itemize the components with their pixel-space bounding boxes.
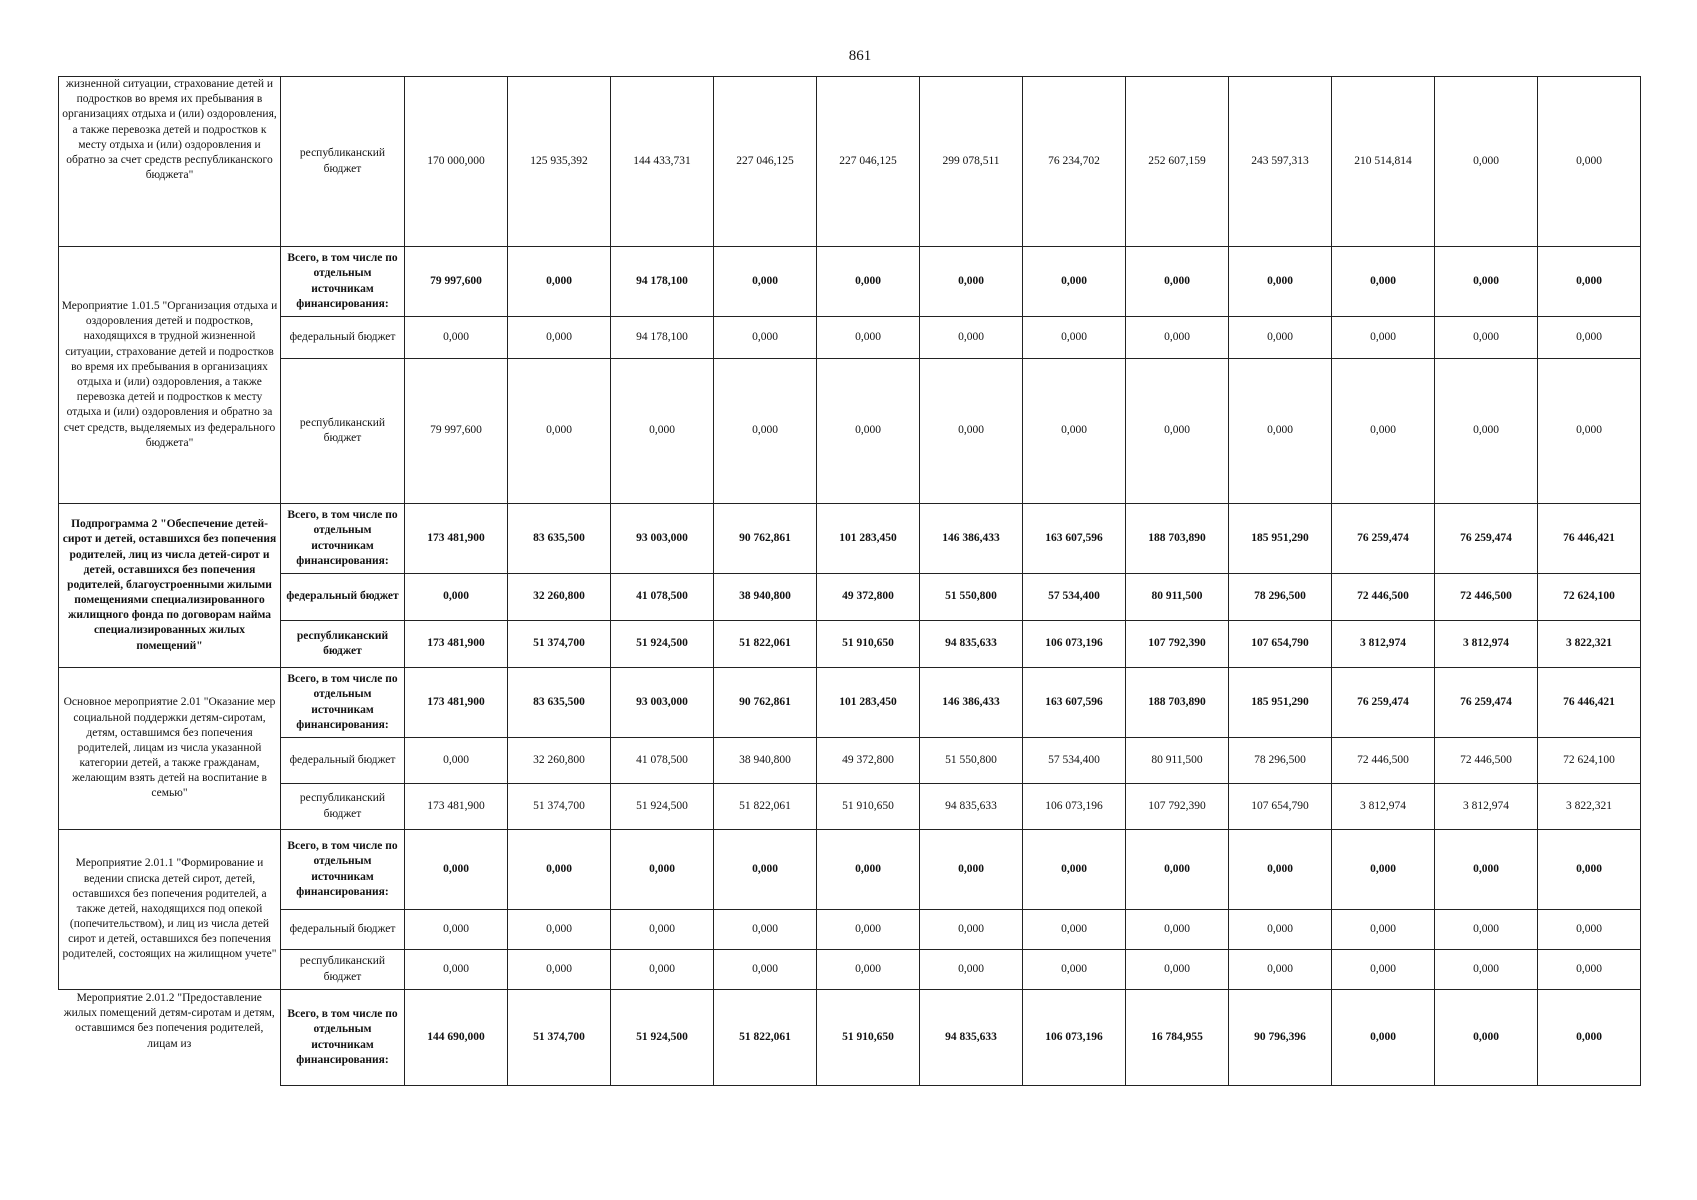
amount-cell: 106 073,196 (1023, 990, 1126, 1086)
amount-cell: 76 446,421 (1538, 668, 1641, 738)
amount-cell: 3 822,321 (1538, 621, 1641, 668)
amount-cell: 0,000 (1332, 359, 1435, 504)
funding-source-cell: Всего, в том числе по отдельным источникам финансирования: (281, 504, 405, 574)
amount-cell: 0,000 (1332, 247, 1435, 317)
amount-cell: 0,000 (405, 317, 508, 359)
budget-table (58, 76, 1641, 1086)
table-row (59, 990, 1641, 1086)
amount-cell: 146 386,433 (920, 504, 1023, 574)
amount-cell: 72 446,500 (1435, 574, 1538, 621)
amount-cell: 79 997,600 (405, 247, 508, 317)
amount-cell: 0,000 (508, 950, 611, 990)
amount-cell: 57 534,400 (1023, 574, 1126, 621)
amount-cell: 49 372,800 (817, 574, 920, 621)
amount-cell: 32 260,800 (508, 738, 611, 784)
amount-cell: 0,000 (1126, 359, 1229, 504)
amount-cell: 72 624,100 (1538, 574, 1641, 621)
amount-cell: 0,000 (1229, 830, 1332, 910)
amount-cell: 0,000 (508, 247, 611, 317)
amount-cell: 144 690,000 (405, 990, 508, 1086)
amount-cell: 0,000 (1538, 910, 1641, 950)
amount-cell: 57 534,400 (1023, 738, 1126, 784)
amount-cell: 76 259,474 (1332, 504, 1435, 574)
amount-cell: 3 812,974 (1435, 621, 1538, 668)
amount-cell: 210 514,814 (1332, 77, 1435, 247)
program-name-cell: жизненной ситуации, страхование детей и подростков во время их пребывания в организациях отдыха и (или) оздоровления, а также перевозка детей и подростков к месту отдыха и (или) оздоровления и обратно за счет средств республиканского бюджета" (59, 77, 281, 247)
amount-cell: 0,000 (1332, 950, 1435, 990)
amount-cell: 51 822,061 (714, 621, 817, 668)
amount-cell: 76 259,474 (1435, 504, 1538, 574)
amount-cell: 0,000 (1435, 950, 1538, 990)
funding-source-cell: Всего, в том числе по отдельным источникам финансирования: (281, 990, 405, 1086)
amount-cell: 0,000 (1229, 910, 1332, 950)
amount-cell: 0,000 (1332, 990, 1435, 1086)
amount-cell: 0,000 (1126, 910, 1229, 950)
amount-cell: 16 784,955 (1126, 990, 1229, 1086)
amount-cell: 0,000 (817, 910, 920, 950)
table-row (59, 317, 1641, 359)
amount-cell: 0,000 (611, 950, 714, 990)
amount-cell: 0,000 (920, 950, 1023, 990)
amount-cell: 173 481,900 (405, 668, 508, 738)
amount-cell: 0,000 (1435, 990, 1538, 1086)
amount-cell: 3 812,974 (1435, 784, 1538, 830)
amount-cell: 0,000 (817, 247, 920, 317)
amount-cell: 72 446,500 (1332, 738, 1435, 784)
table-row (59, 738, 1641, 784)
amount-cell: 94 178,100 (611, 317, 714, 359)
amount-cell: 0,000 (1229, 950, 1332, 990)
amount-cell: 0,000 (1538, 247, 1641, 317)
amount-cell: 0,000 (1538, 77, 1641, 247)
amount-cell: 79 997,600 (405, 359, 508, 504)
amount-cell: 0,000 (508, 830, 611, 910)
amount-cell: 0,000 (405, 574, 508, 621)
amount-cell: 0,000 (920, 359, 1023, 504)
amount-cell: 107 654,790 (1229, 784, 1332, 830)
amount-cell: 3 812,974 (1332, 621, 1435, 668)
amount-cell: 90 762,861 (714, 668, 817, 738)
amount-cell: 107 654,790 (1229, 621, 1332, 668)
program-name-cell: Подпрограмма 2 "Обеспечение детей-сирот и детей, оставшихся без попечения родителей, лиц из числа детей-сирот и детей, оставшихся без попечения родителей, благоустроенными жилыми помещениями специализированного жилищного фонда по договорам найма специализированных жилых помещений" (59, 504, 281, 668)
amount-cell: 76 259,474 (1435, 668, 1538, 738)
amount-cell: 0,000 (1229, 359, 1332, 504)
amount-cell: 0,000 (1538, 359, 1641, 504)
amount-cell: 0,000 (817, 317, 920, 359)
amount-cell: 173 481,900 (405, 784, 508, 830)
amount-cell: 0,000 (405, 950, 508, 990)
amount-cell: 51 910,650 (817, 784, 920, 830)
amount-cell: 185 951,290 (1229, 668, 1332, 738)
amount-cell: 0,000 (508, 317, 611, 359)
program-name-cell: Мероприятие 2.01.2 "Предоставление жилых помещений детям-сиротам и детям, оставшимся без попечения родителей, лицам из (63, 992, 275, 1050)
amount-cell: 188 703,890 (1126, 504, 1229, 574)
amount-cell: 94 178,100 (611, 247, 714, 317)
amount-cell: 0,000 (1538, 950, 1641, 990)
amount-cell: 51 822,061 (714, 784, 817, 830)
amount-cell: 185 951,290 (1229, 504, 1332, 574)
amount-cell: 0,000 (1538, 990, 1641, 1086)
amount-cell: 0,000 (1126, 950, 1229, 990)
amount-cell: 0,000 (714, 910, 817, 950)
amount-cell: 0,000 (1435, 317, 1538, 359)
table-row (59, 77, 1641, 247)
amount-cell: 0,000 (817, 950, 920, 990)
amount-cell: 0,000 (1023, 359, 1126, 504)
table-row (59, 950, 1641, 990)
amount-cell: 80 911,500 (1126, 574, 1229, 621)
amount-cell: 106 073,196 (1023, 784, 1126, 830)
amount-cell: 107 792,390 (1126, 621, 1229, 668)
amount-cell: 93 003,000 (611, 504, 714, 574)
amount-cell: 51 374,700 (508, 784, 611, 830)
amount-cell: 51 924,500 (611, 784, 714, 830)
amount-cell: 0,000 (714, 317, 817, 359)
amount-cell: 0,000 (714, 830, 817, 910)
amount-cell: 0,000 (1538, 317, 1641, 359)
amount-cell: 173 481,900 (405, 621, 508, 668)
amount-cell: 0,000 (611, 359, 714, 504)
amount-cell: 3 822,321 (1538, 784, 1641, 830)
program-name-cell: Основное мероприятие 2.01 "Оказание мер социальной поддержки детям-сиротам, детям, оставшимся без попечения родителей, лицам из числа указанной категории детей, а также гражданам, желающим взять детей на воспитание в семью" (59, 668, 281, 830)
amount-cell: 90 796,396 (1229, 990, 1332, 1086)
amount-cell: 0,000 (405, 830, 508, 910)
amount-cell: 0,000 (1023, 910, 1126, 950)
table-row (59, 359, 1641, 504)
table-body (59, 77, 1641, 1086)
amount-cell: 101 283,450 (817, 504, 920, 574)
table-row (59, 504, 1641, 574)
amount-cell: 51 374,700 (508, 621, 611, 668)
amount-cell: 94 835,633 (920, 990, 1023, 1086)
amount-cell: 0,000 (920, 317, 1023, 359)
funding-source-cell: республиканский бюджет (281, 359, 405, 504)
amount-cell: 107 792,390 (1126, 784, 1229, 830)
amount-cell: 0,000 (1023, 317, 1126, 359)
amount-cell: 51 822,061 (714, 990, 817, 1086)
amount-cell: 41 078,500 (611, 738, 714, 784)
funding-source-cell: федеральный бюджет (281, 574, 405, 621)
amount-cell: 0,000 (1538, 830, 1641, 910)
amount-cell: 101 283,450 (817, 668, 920, 738)
amount-cell: 76 259,474 (1332, 668, 1435, 738)
amount-cell: 51 550,800 (920, 738, 1023, 784)
amount-cell: 0,000 (1435, 830, 1538, 910)
amount-cell: 76 234,702 (1023, 77, 1126, 247)
amount-cell: 106 073,196 (1023, 621, 1126, 668)
table-row (59, 668, 1641, 738)
amount-cell: 0,000 (1126, 830, 1229, 910)
amount-cell: 125 935,392 (508, 77, 611, 247)
amount-cell: 188 703,890 (1126, 668, 1229, 738)
amount-cell: 0,000 (1126, 317, 1229, 359)
amount-cell: 299 078,511 (920, 77, 1023, 247)
table-row (59, 784, 1641, 830)
amount-cell: 51 910,650 (817, 990, 920, 1086)
funding-source-cell: Всего, в том числе по отдельным источникам финансирования: (281, 668, 405, 738)
amount-cell: 0,000 (1435, 77, 1538, 247)
amount-cell: 173 481,900 (405, 504, 508, 574)
amount-cell: 0,000 (508, 910, 611, 950)
amount-cell: 0,000 (1332, 830, 1435, 910)
amount-cell: 0,000 (1229, 247, 1332, 317)
amount-cell: 0,000 (1023, 950, 1126, 990)
amount-cell: 51 910,650 (817, 621, 920, 668)
amount-cell: 146 386,433 (920, 668, 1023, 738)
page-number: 861 (848, 48, 872, 64)
amount-cell: 144 433,731 (611, 77, 714, 247)
funding-source-cell: республиканский бюджет (281, 621, 405, 668)
amount-cell: 32 260,800 (508, 574, 611, 621)
amount-cell: 94 835,633 (920, 784, 1023, 830)
amount-cell: 78 296,500 (1229, 738, 1332, 784)
amount-cell: 0,000 (1435, 247, 1538, 317)
amount-cell: 0,000 (1126, 247, 1229, 317)
funding-source-cell: Всего, в том числе по отдельным источникам финансирования: (281, 247, 405, 317)
amount-cell: 0,000 (920, 247, 1023, 317)
table-row (59, 910, 1641, 950)
amount-cell: 0,000 (405, 910, 508, 950)
amount-cell: 83 635,500 (508, 504, 611, 574)
amount-cell: 0,000 (714, 950, 817, 990)
amount-cell: 41 078,500 (611, 574, 714, 621)
amount-cell: 243 597,313 (1229, 77, 1332, 247)
funding-source-cell: республиканский бюджет (281, 77, 405, 247)
amount-cell: 51 924,500 (611, 621, 714, 668)
program-name-cell: Мероприятие 2.01.1 "Формирование и ведении списка детей сирот, детей, оставшихся без попечения родителей, а также детей, находящихся под опекой (попечительством), и лиц из числа детей сирот и детей, оставшихся без попечения родителей, состоящих на жилищном учете" (59, 830, 281, 990)
amount-cell: 163 607,596 (1023, 668, 1126, 738)
table-row (59, 621, 1641, 668)
amount-cell: 0,000 (405, 738, 508, 784)
amount-cell: 0,000 (611, 830, 714, 910)
amount-cell: 0,000 (714, 247, 817, 317)
amount-cell: 0,000 (817, 359, 920, 504)
amount-cell: 78 296,500 (1229, 574, 1332, 621)
amount-cell: 0,000 (1229, 317, 1332, 359)
amount-cell: 80 911,500 (1126, 738, 1229, 784)
amount-cell: 252 607,159 (1126, 77, 1229, 247)
amount-cell: 83 635,500 (508, 668, 611, 738)
amount-cell: 170 000,000 (405, 77, 508, 247)
amount-cell: 72 446,500 (1332, 574, 1435, 621)
amount-cell: 72 446,500 (1435, 738, 1538, 784)
amount-cell: 72 624,100 (1538, 738, 1641, 784)
amount-cell: 0,000 (611, 910, 714, 950)
funding-source-cell: федеральный бюджет (281, 317, 405, 359)
amount-cell: 3 812,974 (1332, 784, 1435, 830)
funding-source-cell: республиканский бюджет (281, 950, 405, 990)
amount-cell: 51 374,700 (508, 990, 611, 1086)
amount-cell: 0,000 (1435, 359, 1538, 504)
amount-cell: 163 607,596 (1023, 504, 1126, 574)
program-name-cell: Мероприятие 1.01.5 "Организация отдыха и оздоровления детей и подростков, находящихся в трудной жизненной ситуации, страхование детей и подростков во время их пребывания в организациях отдыха и (или) оздоровления, а также перевозка детей и подростков к месту отдыха и (или) оздоровления и обратно за счет средств, выделяемых из федерального бюджета" (59, 247, 281, 504)
amount-cell: 0,000 (1023, 247, 1126, 317)
amount-cell: 0,000 (1435, 910, 1538, 950)
amount-cell: 0,000 (817, 830, 920, 910)
amount-cell: 0,000 (920, 910, 1023, 950)
amount-cell: 93 003,000 (611, 668, 714, 738)
amount-cell: 51 924,500 (611, 990, 714, 1086)
funding-source-cell: федеральный бюджет (281, 738, 405, 784)
table-row (59, 247, 1641, 317)
amount-cell: 0,000 (1332, 317, 1435, 359)
amount-cell: 0,000 (1023, 830, 1126, 910)
amount-cell: 0,000 (920, 830, 1023, 910)
amount-cell: 227 046,125 (714, 77, 817, 247)
amount-cell: 90 762,861 (714, 504, 817, 574)
amount-cell: 94 835,633 (920, 621, 1023, 668)
amount-cell: 38 940,800 (714, 738, 817, 784)
amount-cell: 0,000 (714, 359, 817, 504)
table-row (59, 574, 1641, 621)
table-row (59, 830, 1641, 910)
amount-cell: 0,000 (508, 359, 611, 504)
funding-source-cell: Всего, в том числе по отдельным источникам финансирования: (281, 830, 405, 910)
amount-cell: 38 940,800 (714, 574, 817, 621)
amount-cell: 227 046,125 (817, 77, 920, 247)
amount-cell: 51 550,800 (920, 574, 1023, 621)
funding-source-cell: республиканский бюджет (281, 784, 405, 830)
funding-source-cell: федеральный бюджет (281, 910, 405, 950)
amount-cell: 49 372,800 (817, 738, 920, 784)
amount-cell: 76 446,421 (1538, 504, 1641, 574)
amount-cell: 0,000 (1332, 910, 1435, 950)
